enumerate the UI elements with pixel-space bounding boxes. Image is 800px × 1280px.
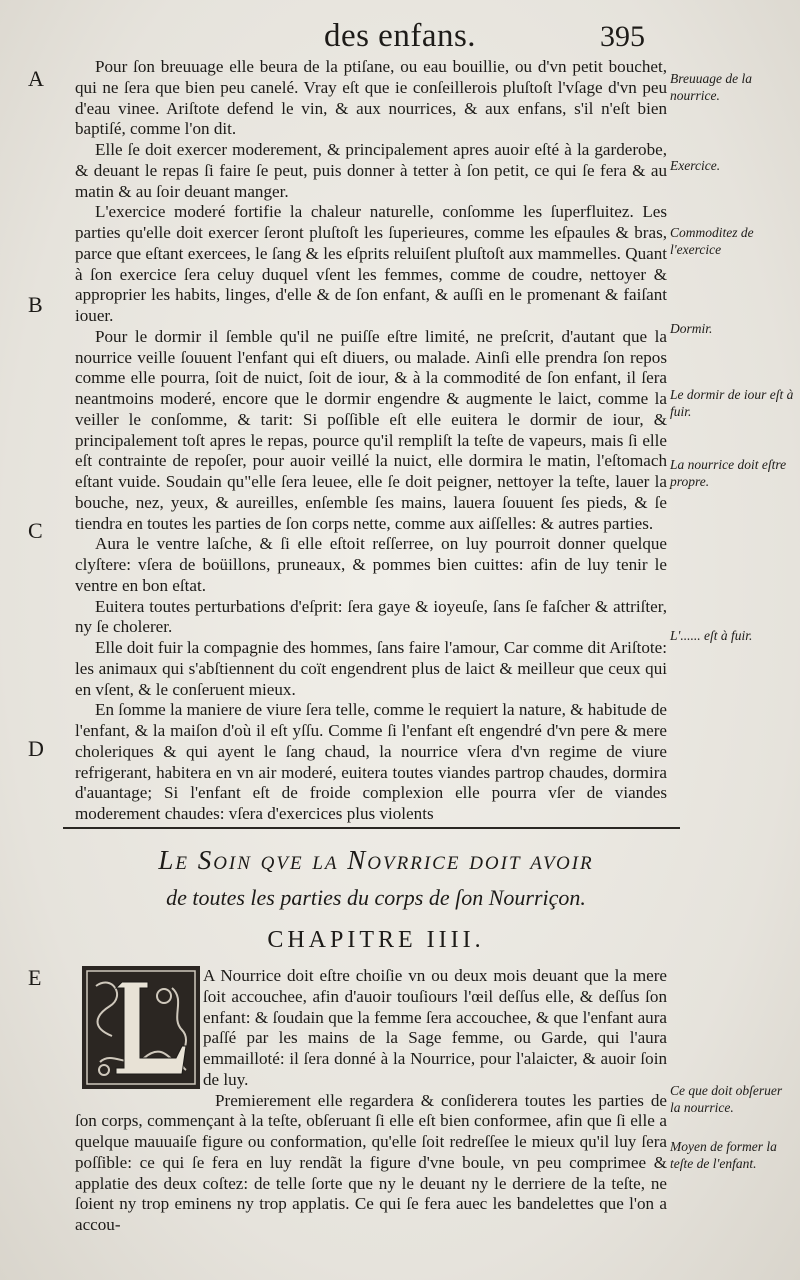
paragraph: Premierement elle regardera & conſiderera toutes les parties de ſon corps, commençant à la teſte, obſeruant ſi elle eſt bien conformee, afin que ſi elle a quelque mauuaiſe figure ou conformation, qu'elle ſoit redreſſee le mieux qu'il luy ſera poſſible: ce qui ſe fera en luy rendãt la figure d'vne boule, vn peu comprimee & applatie des deux coſtez: de telle ſorte que ny le deuant ny le derriere de la teſte, ne ſoient ny trop eminens ny trop applatis. Ce qui ſe fera auec les bandelettes que l'on a accou- [75,1090,667,1234]
margin-note: Moyen de former la teſte de l'enfant. [670,1139,777,1171]
paragraph: Pour ſon breuuage elle beura de la ptiſane, ou eau bouillie, ou d'vn petit bouchet, qui ne ſera que bien peu canelé. Vray eſt que ie conſeillerois pluſtoſt l'vſage d'vn peu d'eau vinee. Ariſtote defend le vin, & aux nourrices, & aux enfans, s'il n'eſt bien baptiſé, comme l'on dit. [75,57,667,139]
margin-note: Ce que doit obſeruer la nourrice. [670,1083,783,1115]
section-letter-d: D [28,736,44,761]
chapter-number: CHAPITRE IIII. [267,927,485,953]
margin-note: La nourrice doit eſtre propre. [670,457,787,489]
section-letter-b: B [28,292,43,317]
margin-note: Exercice. [670,158,721,173]
running-head: des enfans. [323,18,477,54]
margin-note: Breuuage de la nourrice. [670,71,752,103]
body-text [75,57,667,825]
section-letter-c: C [28,518,43,543]
section-letter-a: A [28,66,44,91]
paragraph: Elle doit fuir la compagnie des hommes, ſans faire l'amour, Car comme dit Ariſtote: les animaux qui s'abſtiennent du coït engendrent plus de laict & meilleur que ceux qui en vſent, & le conſeruent mieux. [75,638,667,699]
chapter-divider [63,827,680,829]
paragraph: En ſomme la maniere de viure ſera telle, comme le requiert la nature, & habitude de l'enfant, & la maiſon d'où il eſt yſſu. Comme ſi l'enfant eſt engendré d'vn pere & mere choleriques & qui ayent le ſang chaud, la nourrice vſera d'vn regime de viure refrigerant, habitera en vn air moderé, euitera toutes viandes partrop chaudes, dormira d'auantage; Si l'enfant eſt de froide complexion elle pourra vſer de viandes moderement chaudes: vſera d'exercices plus violents [75,700,667,823]
margin-note: L'...... eſt à fuir. [670,628,753,643]
chapter-body [75,966,667,1236]
section-letter-e: E [28,965,42,990]
paragraph: Pour le dormir il ſemble qu'il ne puiſſe eſtre limité, ne preſcrit, d'autant que la nourrice veille ſouuent l'enfant qui eſt diuers, ou malade. Ainſi elle prendra ſon repos comme elle pourra, ſoit de nuict, ſoit de iour, & à la commodité de ſon enfant, il ſera neantmoins moderé, encore que le dormir engendre & augmente le laict, comme la veiller le conſomme, & tarit: Si poſſible eſt elle euitera le dormir de iour, & principalement toſt apres le repas, pource qu'il rempliſt la teſte de vapeurs, mais ſi elle eſt contrainte de repoſer, pour auoir veillé la nuict, elle dormira le matin, l'eſtomach eſtant vuide. Soudain qu"elle ſera leuee, elle ſe doit peigner, nettoyer la teſte, lauer la bouche, nez, yeux, & aureilles, enſemble ſes mains, lauera ſouuent ſes pieds, & ſe tiendra en toutes les parties de ſon corps nette, comme aux aiſſelles: & autres parties. [75,326,667,533]
paragraph: Euitera toutes perturbations d'eſprit: ſera gaye & ioyeuſe, ſans ſe faſcher & attriſter, ny ſe cholerer. [75,596,667,637]
paragraph: A Nourrice doit eſtre choiſie vn ou deux mois deuant que la mere ſoit accouchee, afin d'auoir touſiours l'œil deſſus elle, & deſſus ſon enfant: & ſoudain que la femme ſera accouchee, & que l'enfant aura paſſé par les mains de la Sage femme, ou Garde, qui l'aura emmailloté: il ſera donné à la Nourrice, pour l'alaicter, & auoir ſoin de luy. [203,966,667,1089]
page-number: 395 [600,20,645,53]
paragraph: Aura le ventre laſche, & ſi elle eſtoit reſſerree, on luy pourroit donner quelque clyſtere: vſera de boüillons, pruneaux, & pommes bien cuittes: afin de luy tenir le ventre en bon eſtat. [75,534,667,595]
paragraph: L'exercice moderé fortifie la chaleur naturelle, conſomme les ſuperfluitez. Les parties qu'elle doit exercer ſeront pluſtoſt les ſuperieures, comme les eſpaules & bras, parce que eſtant exercees, le ſang & les eſprits reluiſent pluſtoſt aux mammelles. Quant à ſon exercice ſera celuy duquel vſent les femmes, comme de coudre, nettoyer & approprier les habits, linges, d'elle & de ſon enfant, & auſſi en le promenant & faiſant iouer. [75,202,667,325]
chapter-heading: Le Soin qve la Novrrice doit avoir [158,845,594,875]
chapter-subtitle: de toutes les parties du corps de ſon Nourriçon. [166,885,586,910]
margin-note: Le dormir de iour eſt à fuir. [670,387,794,419]
margin-note: Dormir. [670,321,713,336]
margin-note: Commoditez de l'exercice [670,225,754,257]
paragraph: Elle ſe doit exercer moderement, & principalement apres auoir eſté à la garderobe, & deuant le repas ſi faire ſe peut, puis donner à tetter à ſon petit, ce qui ſe fera & au matin & au ſoir deuant manger. [75,140,667,201]
